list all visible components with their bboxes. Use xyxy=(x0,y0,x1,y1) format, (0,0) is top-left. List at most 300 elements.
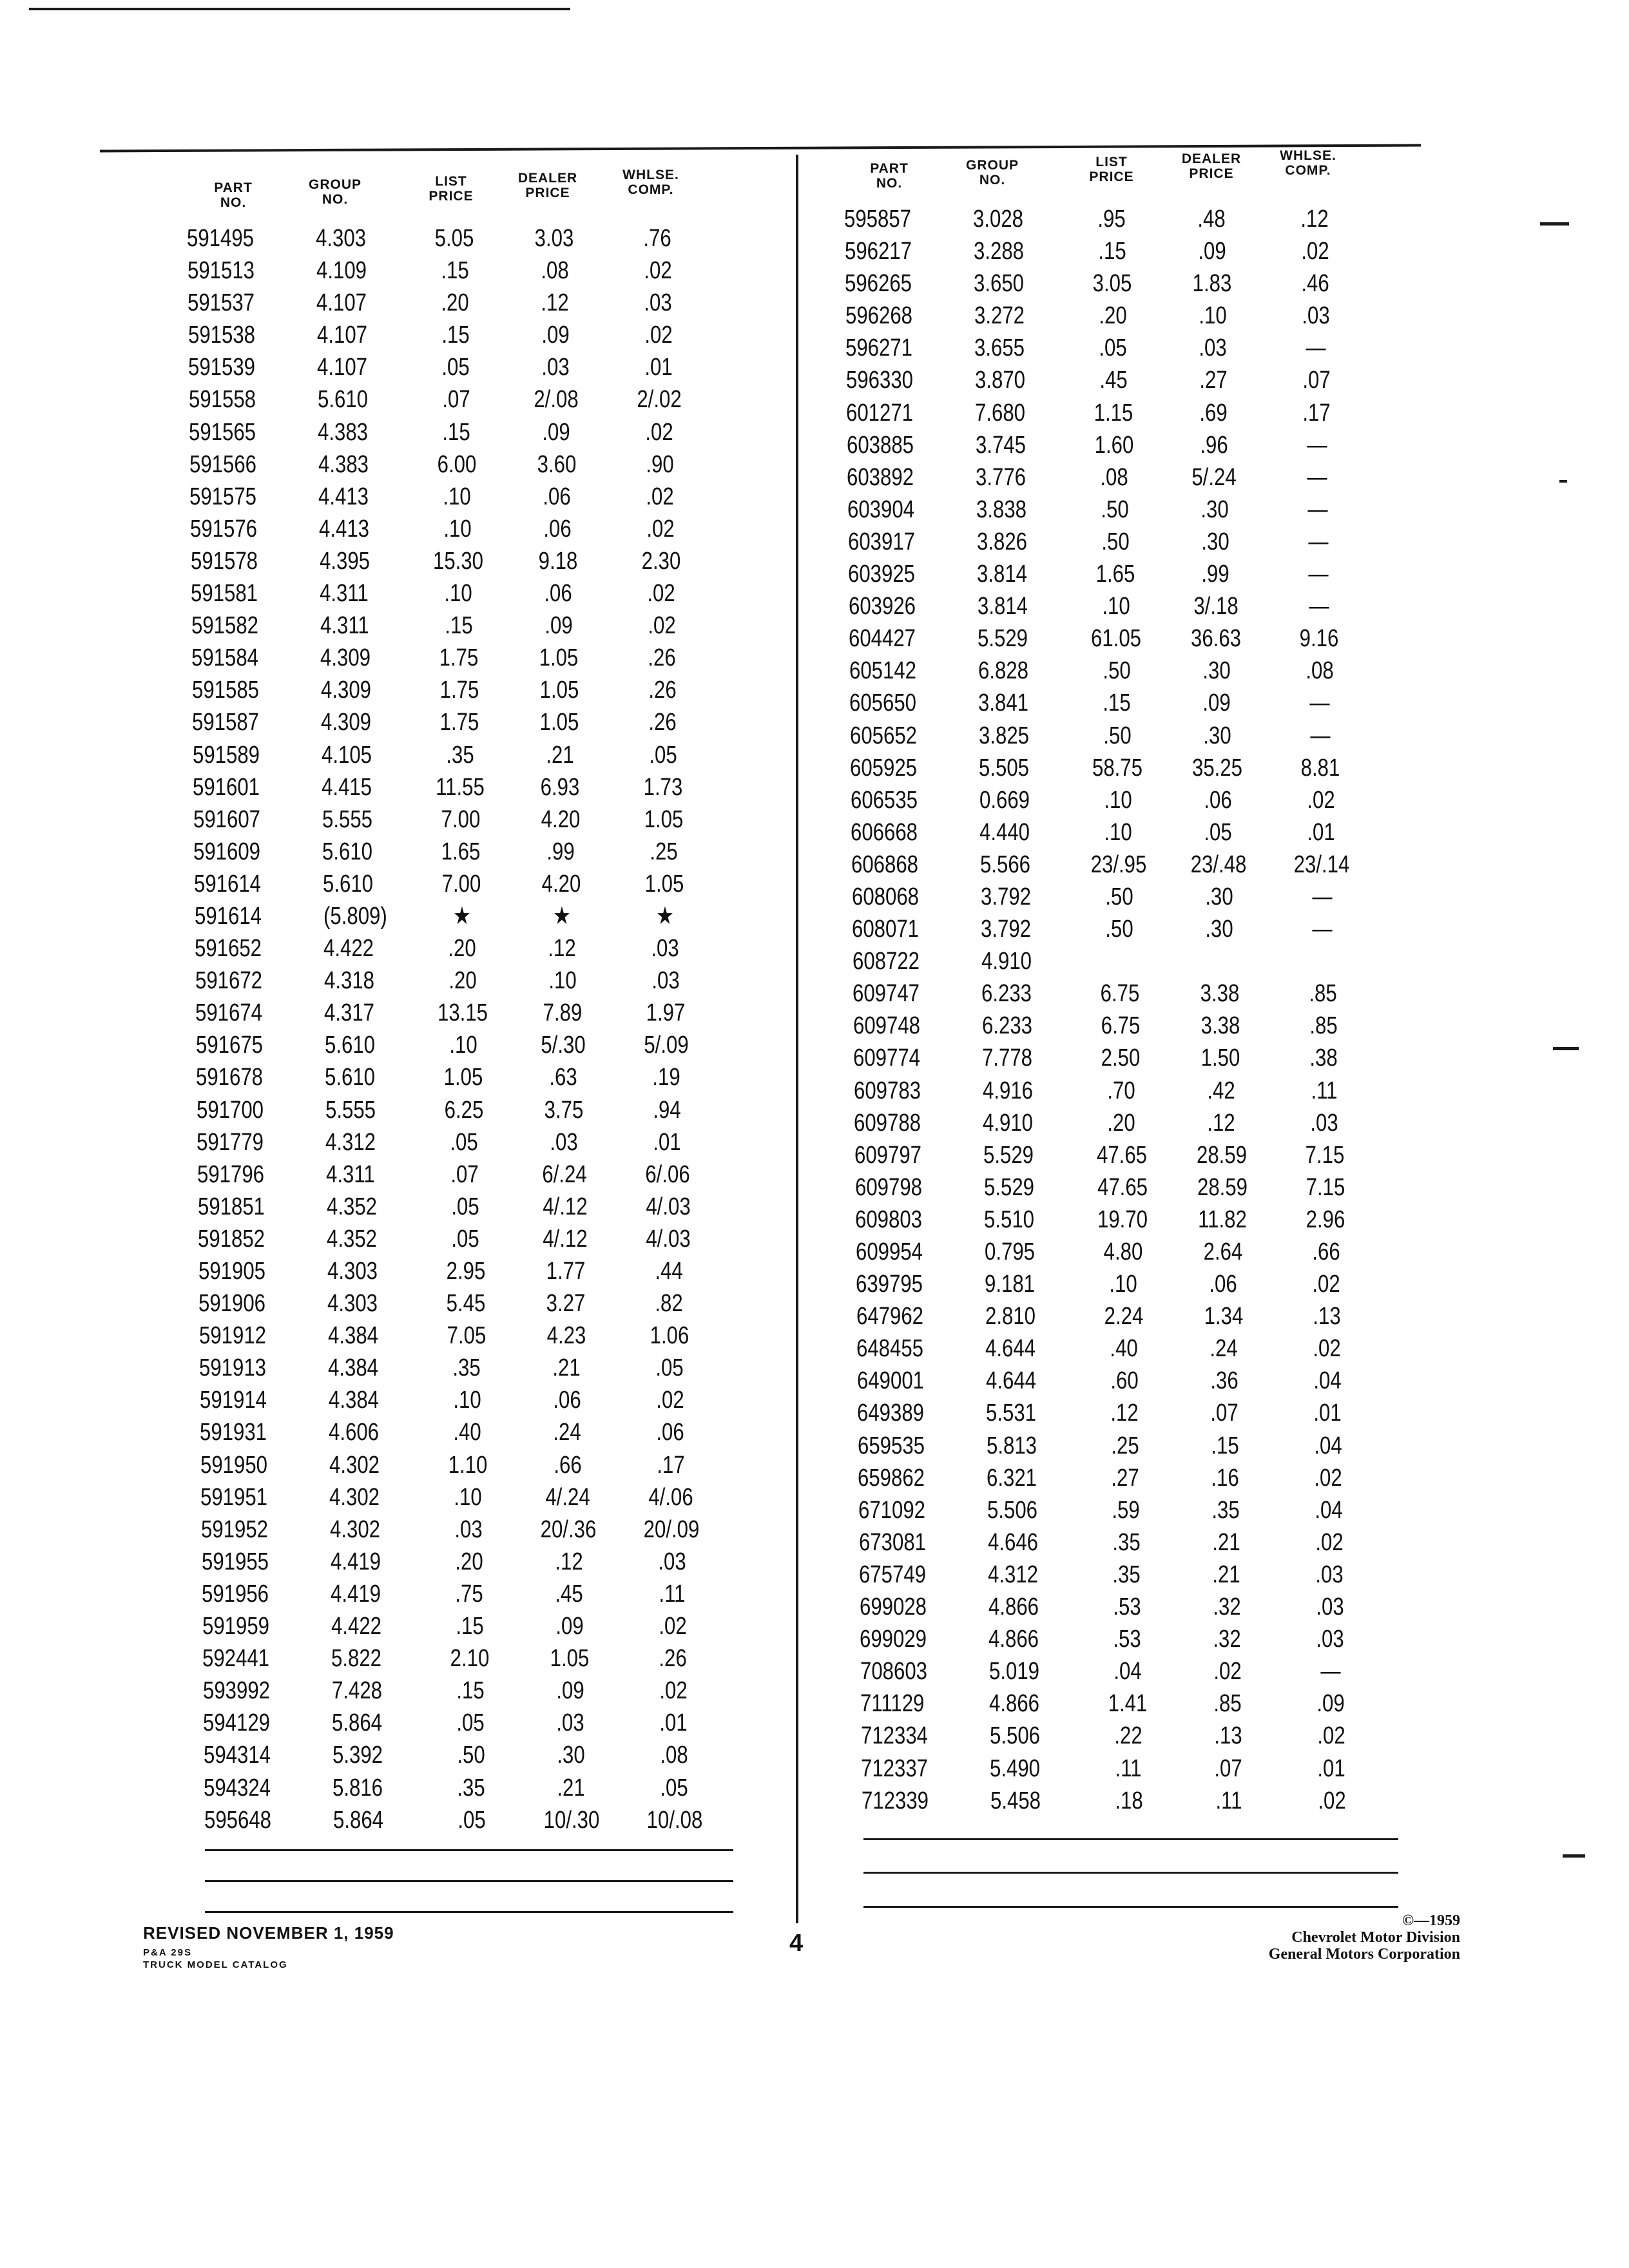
cell-dealer: .30 xyxy=(557,1742,585,1769)
catalog-code: P&A 29S xyxy=(143,1947,192,1958)
cell-group: 4.383 xyxy=(318,418,369,446)
cell-list: 6.75 xyxy=(1101,1012,1141,1040)
cell-group: 4.309 xyxy=(320,677,371,704)
cell-list: 61.05 xyxy=(1091,625,1142,653)
cell-list: 47.65 xyxy=(1097,1173,1148,1201)
cell-list: 2.10 xyxy=(450,1645,490,1673)
cell-part: 609803 xyxy=(855,1206,923,1233)
cell-dealer: 1.83 xyxy=(1192,270,1232,298)
margin-mark-3 xyxy=(1553,1047,1579,1050)
cell-list: .05 xyxy=(450,1128,479,1156)
cell-group: 4.303 xyxy=(316,225,366,252)
table-row xyxy=(853,945,1497,977)
cell-group: 5.392 xyxy=(332,1742,383,1769)
cell-whlse: .13 xyxy=(1313,1303,1341,1331)
table-row xyxy=(847,429,1491,461)
cell-list: 1.10 xyxy=(448,1451,488,1479)
cell-group: 4.309 xyxy=(320,644,371,672)
cell-dealer: 1.77 xyxy=(546,1258,585,1285)
cell-list: .35 xyxy=(457,1774,486,1802)
cell-group: 7.428 xyxy=(331,1677,382,1705)
cell-part: 659535 xyxy=(857,1432,925,1459)
cell-group: 6.321 xyxy=(987,1464,1037,1492)
cell-dealer: 5/.30 xyxy=(541,1032,586,1059)
cell-whlse: .02 xyxy=(1312,1271,1340,1298)
cell-group: 4.644 xyxy=(985,1335,1036,1363)
cell-group: 4.105 xyxy=(321,741,372,769)
cell-part: 671092 xyxy=(858,1496,925,1524)
cell-part: 591700 xyxy=(196,1096,264,1124)
cell-whlse: — xyxy=(1307,495,1328,523)
cell-list: 1.60 xyxy=(1094,431,1134,459)
table-row xyxy=(847,461,1491,494)
table-row xyxy=(198,1191,842,1223)
cell-part: 591678 xyxy=(196,1064,264,1091)
cell-part: 594129 xyxy=(203,1709,271,1737)
cell-group: 4.606 xyxy=(329,1419,380,1446)
cell-dealer: 1.34 xyxy=(1204,1303,1244,1331)
cell-whlse: .02 xyxy=(644,322,673,349)
cell-whlse: .17 xyxy=(657,1451,685,1479)
cell-list: .50 xyxy=(1101,528,1130,555)
cell-part: 591796 xyxy=(197,1160,264,1188)
cell-list: .15 xyxy=(442,418,470,446)
cell-whlse: .02 xyxy=(656,1387,684,1414)
cell-whlse: .02 xyxy=(645,418,673,446)
cell-dealer: .63 xyxy=(549,1064,577,1091)
cell-whlse: — xyxy=(1307,463,1327,491)
cell-part: 594314 xyxy=(203,1742,271,1769)
cell-part: 591538 xyxy=(188,322,255,349)
cell-whlse: .02 xyxy=(1314,1464,1343,1492)
corporation-name: General Motors Corporation xyxy=(1268,1946,1460,1963)
table-row xyxy=(187,222,831,255)
cell-dealer: .21 xyxy=(546,741,574,769)
cell-dealer: 11.82 xyxy=(1198,1206,1247,1233)
header-dealer-price: DEALER PRICE xyxy=(1181,151,1242,181)
cell-list: 6.00 xyxy=(437,450,477,478)
cell-whlse: .26 xyxy=(648,677,677,704)
cell-part: 591950 xyxy=(200,1451,267,1479)
cell-dealer: .66 xyxy=(554,1451,582,1479)
table-row xyxy=(193,803,838,836)
cell-part: 605650 xyxy=(849,689,917,717)
cell-dealer: 4/.24 xyxy=(545,1483,591,1511)
cell-list: 1.75 xyxy=(439,709,479,736)
cell-list: .07 xyxy=(450,1160,479,1188)
table-row xyxy=(861,1753,1505,1785)
cell-dealer: .12 xyxy=(541,289,569,317)
table-row xyxy=(848,558,1492,590)
cell-dealer: .06 xyxy=(543,515,572,543)
cell-dealer: 20/.36 xyxy=(540,1515,597,1543)
cell-group: 4.866 xyxy=(988,1593,1039,1621)
cell-list: .15 xyxy=(455,1613,484,1640)
table-row xyxy=(854,1139,1499,1171)
cell-group: 4.383 xyxy=(318,450,369,478)
cell-group: 9.181 xyxy=(985,1271,1036,1298)
cell-list: 2.50 xyxy=(1101,1044,1141,1072)
cell-part: 591779 xyxy=(197,1128,264,1156)
cell-part: 591852 xyxy=(198,1225,265,1253)
cell-group: 3.870 xyxy=(974,367,1025,394)
cell-group: 3.776 xyxy=(976,463,1027,491)
cell-whlse: 2.96 xyxy=(1306,1206,1345,1233)
cell-group: 3.028 xyxy=(973,206,1023,233)
cell-dealer: .09 xyxy=(1202,689,1231,717)
cell-group: (5.809) xyxy=(323,902,387,930)
cell-dealer: .08 xyxy=(540,257,569,285)
table-row xyxy=(188,287,832,319)
cell-whlse: .66 xyxy=(1311,1238,1340,1265)
cell-group: 4.413 xyxy=(318,515,369,543)
cell-dealer: .30 xyxy=(1200,495,1229,523)
top-scan-rule xyxy=(29,8,570,10)
table-row xyxy=(189,481,834,513)
table-row xyxy=(198,1287,843,1320)
page-number: 4 xyxy=(789,1930,804,1957)
cell-part: 609748 xyxy=(853,1012,920,1040)
cell-part: 609774 xyxy=(853,1044,921,1072)
cell-group: 5.529 xyxy=(983,1173,1034,1201)
cell-whlse: .02 xyxy=(647,612,676,640)
right-rows xyxy=(844,203,1489,1817)
cell-dealer: .09 xyxy=(555,1613,584,1640)
table-row xyxy=(203,1675,847,1707)
cell-part: 605925 xyxy=(850,754,918,782)
cell-list: 11.55 xyxy=(436,773,485,801)
table-row xyxy=(191,642,836,674)
cell-dealer: .15 xyxy=(1211,1432,1239,1459)
right-bottom-rule-2 xyxy=(863,1872,1398,1874)
cell-group: 4.317 xyxy=(324,999,375,1027)
cell-dealer: 9.18 xyxy=(538,547,577,575)
cell-part: 592441 xyxy=(202,1645,270,1673)
cell-whlse: .05 xyxy=(649,741,677,769)
cell-list: 1.65 xyxy=(441,838,481,865)
cell-list: 13.15 xyxy=(438,999,488,1027)
table-row xyxy=(195,900,839,932)
table-row xyxy=(846,364,1490,396)
right-bottom-rule-1 xyxy=(863,1838,1398,1840)
table-row xyxy=(849,622,1493,655)
cell-part: 647962 xyxy=(856,1303,923,1331)
cell-dealer: .03 xyxy=(1199,334,1227,362)
cell-part: 591537 xyxy=(188,289,255,317)
cell-dealer: .24 xyxy=(553,1419,581,1446)
cell-part: 608071 xyxy=(852,916,920,943)
cell-whlse: 1.97 xyxy=(646,999,686,1027)
cell-part: 649389 xyxy=(857,1399,925,1427)
cell-part: 608068 xyxy=(851,883,919,910)
cell-part: 591589 xyxy=(192,741,260,769)
cell-whlse: .05 xyxy=(655,1354,684,1382)
cell-part: 591584 xyxy=(191,644,259,672)
cell-part: 699028 xyxy=(859,1593,927,1621)
cell-group: 3.272 xyxy=(974,302,1025,330)
header-dealer-price: DEALER PRICE xyxy=(517,171,578,200)
cell-part: 591955 xyxy=(201,1548,269,1575)
cell-whlse: — xyxy=(1309,593,1329,620)
cell-group: 5.610 xyxy=(322,838,373,865)
cell-group: 4.302 xyxy=(330,1515,380,1543)
left-bottom-rule-3 xyxy=(205,1911,733,1913)
cell-part: 659862 xyxy=(858,1464,925,1492)
cell-whlse: .19 xyxy=(652,1064,680,1091)
table-row xyxy=(204,1772,848,1804)
cell-group: 3.826 xyxy=(976,528,1027,555)
cell-dealer: 36.63 xyxy=(1191,625,1242,653)
cell-dealer: 4.20 xyxy=(541,870,581,898)
table-row xyxy=(194,868,838,900)
cell-dealer: .32 xyxy=(1213,1626,1241,1653)
header-group-no: GROUP NO. xyxy=(308,177,361,207)
table-row xyxy=(202,1546,846,1578)
cell-dealer: .45 xyxy=(555,1580,583,1608)
cell-part: 593992 xyxy=(202,1677,270,1705)
cell-list: .05 xyxy=(1099,334,1127,362)
cell-dealer: .10 xyxy=(548,967,577,995)
cell-part: 591906 xyxy=(198,1290,266,1318)
cell-group: 4.419 xyxy=(330,1548,381,1575)
cell-whlse: — xyxy=(1312,916,1333,943)
cell-list: 47.65 xyxy=(1096,1141,1147,1169)
cell-list: .10 xyxy=(1104,818,1133,846)
cell-whlse: .04 xyxy=(1313,1367,1342,1395)
cell-group: 4.384 xyxy=(328,1354,379,1382)
header-list-price: LIST PRICE xyxy=(1089,155,1134,184)
cell-group: 4.303 xyxy=(327,1290,378,1318)
left-bottom-rule-2 xyxy=(205,1880,733,1882)
cell-group: 3.745 xyxy=(975,431,1026,459)
cell-list: .05 xyxy=(456,1709,485,1737)
cell-whlse: .02 xyxy=(1315,1528,1344,1556)
cell-group: 5.531 xyxy=(986,1399,1037,1427)
cell-group: 5.610 xyxy=(324,1032,375,1059)
header-part-no: PART NO. xyxy=(870,161,909,191)
cell-whlse: .02 xyxy=(1300,238,1329,265)
cell-dealer: .03 xyxy=(556,1709,584,1737)
cell-whlse: .76 xyxy=(643,225,671,252)
cell-dealer: 1.05 xyxy=(539,709,579,736)
cell-list: .10 xyxy=(453,1387,481,1414)
cell-whlse: .01 xyxy=(653,1128,682,1156)
cell-part: 603892 xyxy=(847,463,914,491)
cell-dealer: .10 xyxy=(1198,302,1227,330)
cell-part: 603917 xyxy=(847,528,915,555)
cell-group: 4.910 xyxy=(981,948,1032,975)
table-row xyxy=(195,997,840,1029)
cell-dealer: .21 xyxy=(552,1354,581,1382)
table-row xyxy=(189,416,833,448)
cell-dealer: .21 xyxy=(1211,1528,1240,1556)
cell-part: 699029 xyxy=(860,1626,927,1653)
cell-list: .08 xyxy=(1100,463,1129,491)
cell-dealer: .36 xyxy=(1210,1367,1239,1395)
cell-list: .50 xyxy=(1103,657,1131,685)
cell-whlse: 8.81 xyxy=(1301,754,1340,782)
cell-part: 591582 xyxy=(191,612,258,640)
cell-whlse: — xyxy=(1308,561,1329,588)
cell-list: 5.05 xyxy=(434,225,474,252)
table-row xyxy=(199,1320,843,1352)
cell-group: 4.413 xyxy=(318,483,369,510)
cell-dealer: .07 xyxy=(1214,1754,1243,1782)
cell-group: 4.415 xyxy=(322,773,372,801)
cell-dealer: .06 xyxy=(1209,1271,1237,1298)
cell-dealer: .30 xyxy=(1204,883,1233,910)
table-row xyxy=(848,526,1492,558)
table-row xyxy=(859,1526,1503,1559)
table-row xyxy=(849,687,1494,719)
cell-group: 4.644 xyxy=(985,1367,1036,1395)
cell-list: .12 xyxy=(1110,1399,1139,1427)
cell-list: .59 xyxy=(1112,1496,1140,1524)
cell-group: 5.555 xyxy=(325,1096,376,1124)
cell-group: 4.866 xyxy=(989,1690,1040,1718)
cell-whlse: .02 xyxy=(647,580,675,608)
cell-whlse: .04 xyxy=(1315,1496,1343,1524)
cell-group: 4.419 xyxy=(331,1580,381,1608)
cell-dealer: .06 xyxy=(543,483,572,510)
cell-list: .40 xyxy=(1110,1335,1138,1363)
cell-dealer: .06 xyxy=(1204,786,1232,814)
cell-list: .05 xyxy=(458,1806,486,1834)
cell-group: 4.107 xyxy=(317,354,368,381)
table-row xyxy=(202,1578,846,1610)
cell-group: 3.288 xyxy=(973,238,1024,265)
cell-part: 591495 xyxy=(187,225,254,252)
table-row xyxy=(200,1449,845,1481)
cell-part: 712339 xyxy=(861,1787,929,1814)
cell-part: 601271 xyxy=(846,399,914,427)
table-row xyxy=(845,300,1490,332)
table-row xyxy=(193,771,837,803)
cell-group: 4.311 xyxy=(320,580,369,608)
cell-dealer: .30 xyxy=(1203,722,1231,749)
table-row xyxy=(202,1642,847,1675)
table-row xyxy=(849,590,1493,622)
cell-list: .20 xyxy=(1098,302,1127,330)
cell-part: 591905 xyxy=(198,1258,265,1285)
cell-whlse: — xyxy=(1309,689,1330,717)
cell-part: 591674 xyxy=(195,999,263,1027)
cell-whlse: 1.05 xyxy=(644,870,684,898)
cell-whlse: .85 xyxy=(1309,1012,1338,1040)
cell-part: 639795 xyxy=(856,1271,923,1298)
cell-dealer: 7.89 xyxy=(543,999,583,1027)
cell-part: 648455 xyxy=(856,1335,924,1363)
cell-list: 1.05 xyxy=(443,1064,483,1091)
cell-dealer: .13 xyxy=(1214,1722,1242,1750)
cell-list: 7.00 xyxy=(441,870,481,898)
cell-whlse: .44 xyxy=(654,1258,683,1285)
cell-dealer: .12 xyxy=(548,935,576,963)
cell-part: 649001 xyxy=(856,1367,924,1395)
cell-group: 5.610 xyxy=(325,1064,376,1091)
cell-part: 712337 xyxy=(861,1754,929,1782)
cell-group: 3.814 xyxy=(977,593,1028,620)
margin-mark-1 xyxy=(1540,222,1569,226)
table-row xyxy=(852,881,1496,913)
cell-part: 711129 xyxy=(860,1690,925,1718)
cell-part: 609788 xyxy=(854,1109,921,1137)
cell-part: 591558 xyxy=(188,386,256,414)
cell-whlse: .02 xyxy=(1313,1335,1341,1363)
cell-part: 591959 xyxy=(202,1613,269,1640)
cell-list: .75 xyxy=(455,1580,483,1608)
footer-right xyxy=(1269,1912,1460,1963)
cell-list: ★ xyxy=(452,902,471,930)
cell-dealer: .03 xyxy=(550,1128,579,1156)
table-row xyxy=(188,255,832,287)
cell-whlse: .09 xyxy=(1316,1690,1345,1718)
table-row xyxy=(856,1332,1501,1365)
cell-part: 712334 xyxy=(860,1722,928,1750)
cell-whlse: .02 xyxy=(646,515,675,543)
cell-group: 5.458 xyxy=(990,1787,1041,1814)
cell-dealer: .85 xyxy=(1213,1690,1242,1718)
cell-list: .10 xyxy=(443,515,472,543)
table-row xyxy=(858,1430,1502,1462)
cell-whlse: .05 xyxy=(660,1774,689,1802)
table-row xyxy=(195,932,839,965)
cell-whlse: .03 xyxy=(651,967,680,995)
cell-dealer: ★ xyxy=(552,902,571,930)
cell-list: .11 xyxy=(1115,1754,1142,1782)
cell-part: 591931 xyxy=(200,1419,267,1446)
cell-whlse: .94 xyxy=(653,1096,681,1124)
cell-part: 591956 xyxy=(202,1580,269,1608)
cell-list: 58.75 xyxy=(1092,754,1143,782)
cell-list: .20 xyxy=(454,1548,483,1575)
cell-list: .60 xyxy=(1110,1367,1139,1395)
margin-mark-4 xyxy=(1563,1854,1585,1858)
cell-group: 5.019 xyxy=(988,1658,1039,1686)
cell-whlse: 23/.14 xyxy=(1293,850,1350,878)
table-row xyxy=(204,1804,849,1836)
cell-dealer: .09 xyxy=(542,418,570,446)
cell-whlse: — xyxy=(1307,528,1329,555)
margin-mark-2 xyxy=(1559,480,1567,483)
cell-group: 4.318 xyxy=(323,967,374,995)
cell-whlse: .01 xyxy=(1313,1399,1342,1427)
table-row xyxy=(845,267,1489,300)
table-row xyxy=(862,1785,1506,1817)
table-row xyxy=(191,545,835,577)
cell-list: 15.30 xyxy=(432,547,483,575)
table-row xyxy=(851,816,1495,849)
cell-part: 591614 xyxy=(194,870,261,898)
table-row xyxy=(853,1010,1498,1042)
cell-whlse: .12 xyxy=(1300,206,1329,233)
cell-list: 4.80 xyxy=(1103,1238,1142,1265)
cell-group: 0.669 xyxy=(979,786,1030,814)
cell-group: 4.107 xyxy=(316,322,367,349)
cell-dealer: 28.59 xyxy=(1197,1173,1248,1201)
cell-part: 591513 xyxy=(187,257,255,285)
cell-list: .50 xyxy=(457,1742,485,1769)
right-bottom-rule-3 xyxy=(863,1906,1398,1908)
table-row xyxy=(851,784,1495,816)
table-row xyxy=(845,332,1490,364)
cell-group: 4.352 xyxy=(327,1225,378,1253)
cell-list: 1.65 xyxy=(1095,561,1135,588)
header-whlse-comp: WHLSE. COMP. xyxy=(1280,148,1336,178)
cell-dealer: .06 xyxy=(544,580,572,608)
cell-part: 591652 xyxy=(195,935,262,963)
cell-whlse: — xyxy=(1306,334,1326,362)
